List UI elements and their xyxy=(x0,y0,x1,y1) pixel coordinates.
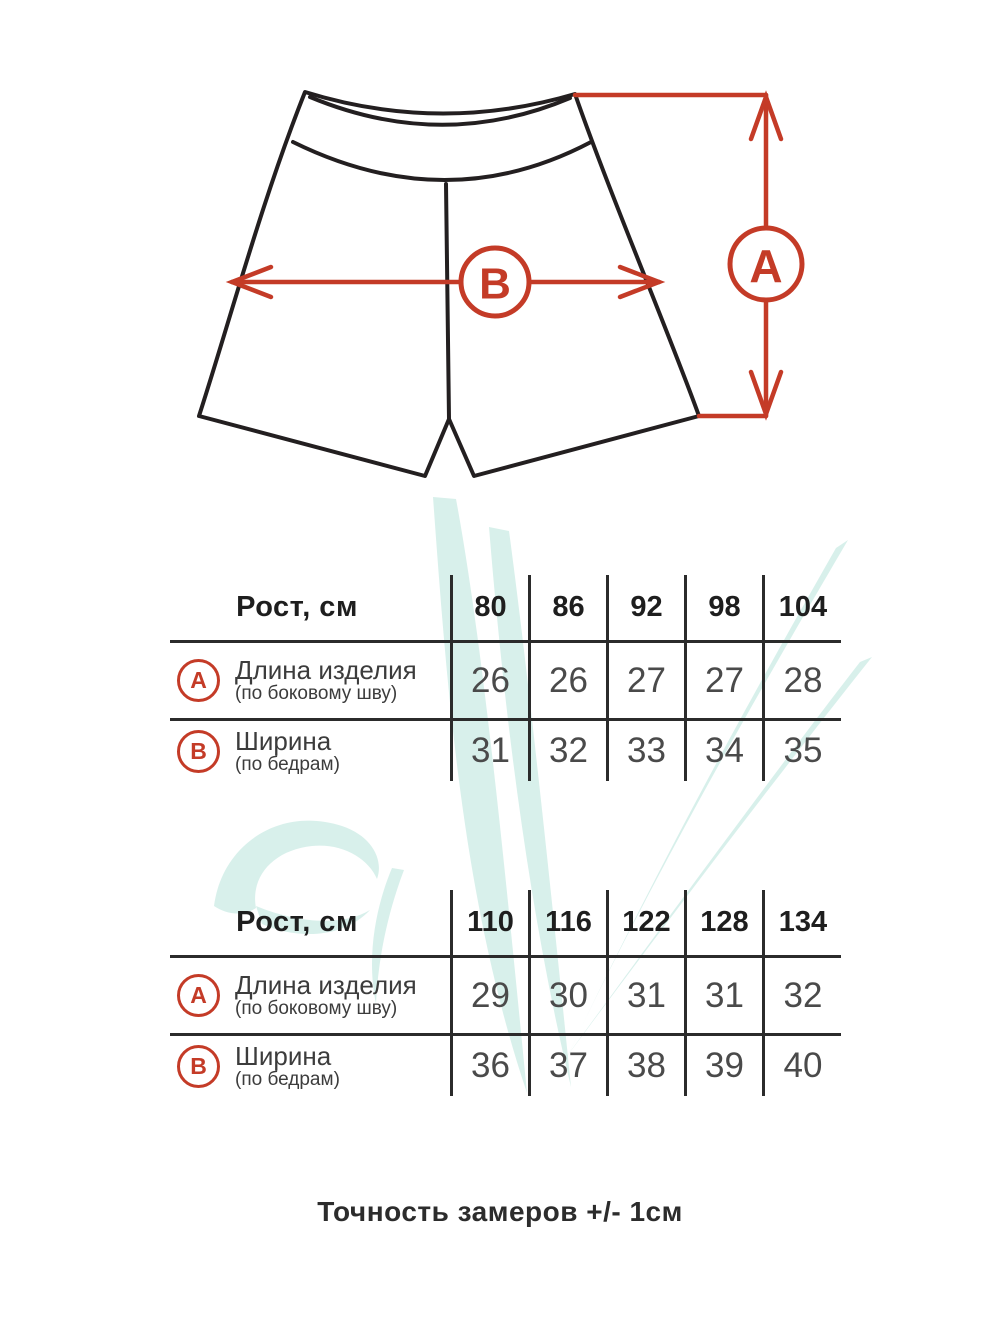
size-column-header: 92 xyxy=(606,575,684,640)
row-subtitle: (по бедрам) xyxy=(235,1068,340,1090)
value-cell: 27 xyxy=(684,643,762,718)
row-subtitle: (по бедрам) xyxy=(235,753,340,775)
row-label-text xyxy=(235,971,417,1020)
size-column-header: 116 xyxy=(528,890,606,955)
row-label xyxy=(170,958,450,1033)
value-cell: 38 xyxy=(606,1036,684,1096)
row-title: Ширина xyxy=(235,1040,332,1071)
row-badge-a: A xyxy=(177,974,220,1017)
value-cell: 31 xyxy=(606,958,684,1033)
row-title: Длина изделия xyxy=(235,655,417,686)
value-cell: 33 xyxy=(606,721,684,781)
size-column-header: 110 xyxy=(450,890,528,955)
size-column-header: 104 xyxy=(762,575,841,640)
row-badge-a: A xyxy=(177,659,220,702)
value-cell: 29 xyxy=(450,958,528,1033)
size-column-header: 80 xyxy=(450,575,528,640)
value-cell: 40 xyxy=(762,1036,841,1096)
row-badge-b: B xyxy=(177,1045,220,1088)
table-header-row xyxy=(170,575,841,643)
measure-b-badge-letter: B xyxy=(479,259,511,309)
value-cell: 30 xyxy=(528,958,606,1033)
value-cell: 31 xyxy=(450,721,528,781)
value-cell: 39 xyxy=(684,1036,762,1096)
value-cell: 37 xyxy=(528,1036,606,1096)
table-row-length xyxy=(170,958,841,1036)
table-header-label: Рост, см xyxy=(236,591,358,623)
value-cell: 28 xyxy=(762,643,841,718)
value-cell: 26 xyxy=(450,643,528,718)
measure-a-badge-letter: A xyxy=(749,240,783,292)
row-label-text xyxy=(235,727,340,776)
value-cell: 31 xyxy=(684,958,762,1033)
size-column-header: 86 xyxy=(528,575,606,640)
row-title: Длина изделия xyxy=(235,970,417,1001)
size-table-110-134 xyxy=(170,890,841,1096)
size-column-header: 122 xyxy=(606,890,684,955)
table-header-row xyxy=(170,890,841,958)
row-label xyxy=(170,1036,450,1096)
value-cell: 35 xyxy=(762,721,841,781)
table-row-length xyxy=(170,643,841,721)
accuracy-note: Точность замеров +/- 1см xyxy=(317,1196,683,1227)
value-cell: 27 xyxy=(606,643,684,718)
size-column-header: 98 xyxy=(684,575,762,640)
row-label xyxy=(170,643,450,718)
row-subtitle: (по боковому шву) xyxy=(235,683,398,705)
table-header-label: Рост, см xyxy=(236,906,358,938)
value-cell: 26 xyxy=(528,643,606,718)
size-column-header: 128 xyxy=(684,890,762,955)
value-cell: 32 xyxy=(762,958,841,1033)
row-label xyxy=(170,721,450,781)
value-cell: 32 xyxy=(528,721,606,781)
table-row-width xyxy=(170,721,841,781)
value-cell: 36 xyxy=(450,1036,528,1096)
size-table-80-104 xyxy=(170,575,841,781)
size-column-header: 134 xyxy=(762,890,841,955)
row-badge-b: B xyxy=(177,730,220,773)
row-label-text xyxy=(235,1042,340,1091)
table-row-width xyxy=(170,1036,841,1096)
row-title: Ширина xyxy=(235,725,332,756)
row-subtitle: (по боковому шву) xyxy=(235,998,398,1020)
measure-b-badge xyxy=(461,248,529,316)
measure-a-badge xyxy=(730,228,802,300)
value-cell: 34 xyxy=(684,721,762,781)
row-label-text xyxy=(235,656,417,705)
